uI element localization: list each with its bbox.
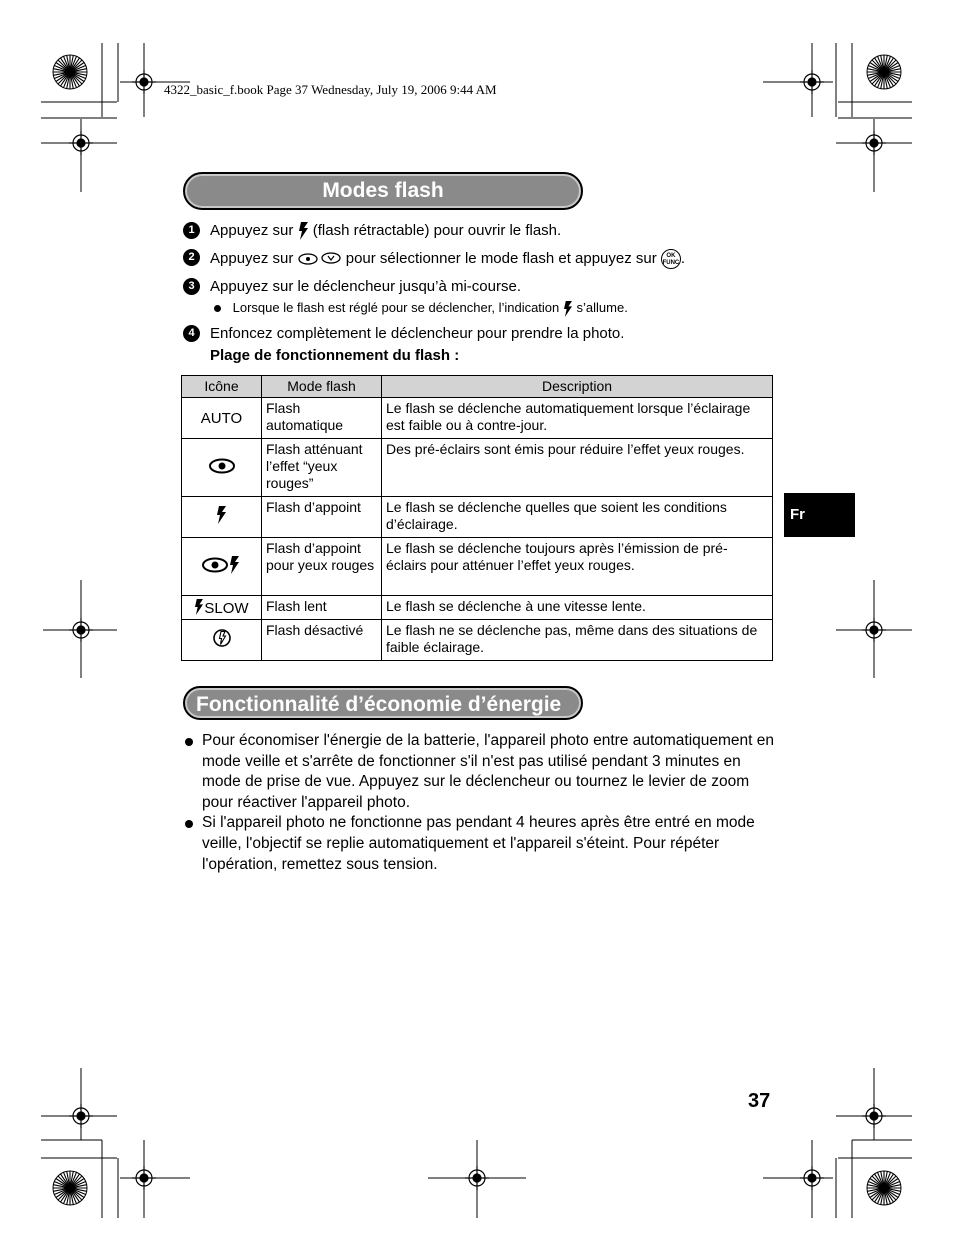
flash-icon xyxy=(298,222,309,240)
step-text: Appuyez sur xyxy=(210,222,294,239)
step-text: pour sélectionner le mode flash et appuyez sur xyxy=(345,249,657,267)
arrow-left-right-buttons-icon xyxy=(298,252,342,266)
red-eye-fill-flash-icon xyxy=(182,538,262,596)
flash-icon xyxy=(563,301,573,317)
description-cell: Le flash se déclenche à une vitesse lente. xyxy=(382,596,773,620)
mode-cell: Flash d’appoint xyxy=(262,497,382,538)
step-number: 2 xyxy=(183,249,200,266)
list-item xyxy=(183,813,783,875)
table-row xyxy=(182,620,773,661)
list-item xyxy=(183,731,783,813)
mode-cell: Flash lent xyxy=(262,596,382,620)
table-row xyxy=(182,497,773,538)
description-cell: Le flash se déclenche toujours après l’émission de pré-éclairs pour atténuer l’effet yeux rouges. xyxy=(382,538,773,596)
slow-label: SLOW xyxy=(204,599,249,617)
step-text: Enfoncez complètement le déclencheur pour prendre la photo. xyxy=(210,325,625,342)
note-text: s’allume. xyxy=(576,300,628,315)
description-cell: Le flash se déclenche quelles que soient les conditions d’éclairage. xyxy=(382,497,773,538)
table-row xyxy=(182,596,773,620)
step-3-note xyxy=(213,300,628,317)
section-title-modes-flash: Modes flash xyxy=(183,172,583,210)
table-row xyxy=(182,538,773,596)
bullet-dot xyxy=(214,305,221,312)
column-header: Mode flash xyxy=(262,376,382,398)
step-text: Appuyez sur xyxy=(210,249,294,267)
table-row xyxy=(182,398,773,439)
language-tab-fr: Fr xyxy=(784,493,855,537)
description-cell: Des pré-éclairs sont émis pour réduire l’effet yeux rouges. xyxy=(382,439,773,497)
book-header-line: 4322_basic_f.book Page 37 Wednesday, July 19, 2006 9:44 AM xyxy=(164,82,497,97)
mode-cell: Flash automatique xyxy=(262,398,382,439)
step-text: . xyxy=(680,249,686,267)
table-header-row xyxy=(182,376,773,398)
table-row xyxy=(182,439,773,497)
flash-off-icon xyxy=(182,620,262,661)
bullet-dot xyxy=(185,738,193,746)
bullet-dot xyxy=(185,820,193,828)
section-title-energy-saving: Fonctionnalité d’économie d’énergie xyxy=(183,686,583,720)
mode-cell: Flash désactivé xyxy=(262,620,382,661)
list-item-text: Si l'appareil photo ne fonctionne pas pendant 4 heures après être entré en mode veille, l'objectif se replie automatiquement et l'appareil s'éteint. Pour répéter l'opération, remettez sous tension. xyxy=(202,814,755,873)
slow-flash-icon xyxy=(182,596,262,620)
column-header: Description xyxy=(382,376,773,398)
column-header: Icône xyxy=(182,376,262,398)
step-number: 1 xyxy=(183,222,200,239)
energy-saving-list xyxy=(183,731,783,875)
range-label: Plage de fonctionnement du flash : xyxy=(210,347,460,364)
page-number: 37 xyxy=(748,1090,771,1112)
description-cell: Le flash ne se déclenche pas, même dans des situations de faible éclairage. xyxy=(382,620,773,661)
step-text: Appuyez sur le déclencheur jusqu’à mi-course. xyxy=(210,278,521,295)
auto-text: AUTO xyxy=(182,398,262,439)
step-number: 4 xyxy=(183,325,200,342)
mode-cell: Flash d’appoint pour yeux rouges xyxy=(262,538,382,596)
step-number: 3 xyxy=(183,278,200,295)
flash-icon xyxy=(182,497,262,538)
step-text: (flash rétractable) pour ouvrir le flash. xyxy=(312,222,562,239)
mode-cell: Flash atténuant l’effet “yeux rouges” xyxy=(262,439,382,497)
ok-func-button-icon: OK FUNC xyxy=(661,249,681,269)
red-eye-icon xyxy=(182,439,262,497)
flash-modes-table xyxy=(181,375,773,661)
note-text: Lorsque le flash est réglé pour se déclencher, l’indication xyxy=(232,300,560,315)
description-cell: Le flash se déclenche automatiquement lorsque l’éclairage est faible ou à contre-jour. xyxy=(382,398,773,439)
list-item-text: Pour économiser l'énergie de la batterie, l'appareil photo entre automatiquement en mode veille et s'arrête de fonctionner s'il n'est pas utilisé pendant 3 minutes en mode de prise de vue. Appuyez sur le déclencheur ou tournez le levier de zoom pour réactiver l'appareil photo. xyxy=(202,732,775,811)
